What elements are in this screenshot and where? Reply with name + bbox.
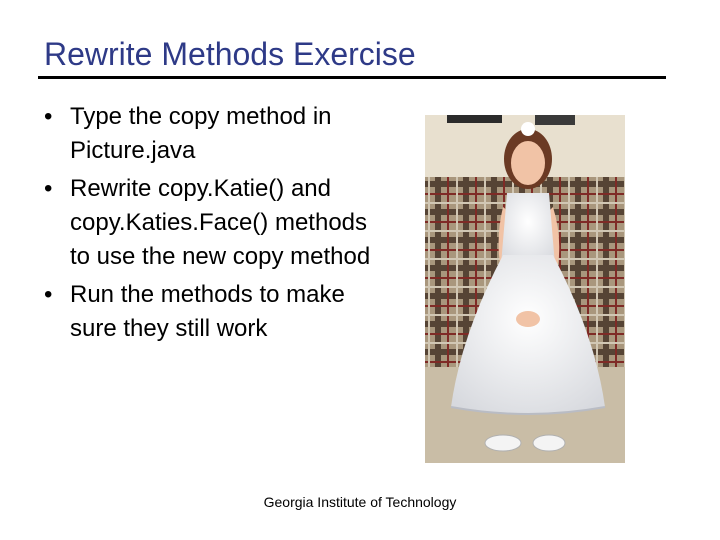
bullet-item: [44, 172, 384, 274]
photo-illustration: [425, 115, 625, 463]
bullet-item: [44, 100, 384, 168]
bullet-marker: •: [44, 281, 53, 308]
bullet-text: Run the methods to make sure they still work: [70, 281, 345, 342]
bullet-marker: •: [44, 175, 53, 202]
footer-text: Georgia Institute of Technology: [263, 494, 457, 510]
photo-girl-in-white-dress: [425, 115, 625, 463]
bullet-text: Type the copy method in Picture.java: [70, 103, 332, 164]
bullet-marker: •: [44, 103, 53, 130]
title-underline: [38, 76, 666, 79]
slide-title: Rewrite Methods Exercise: [44, 36, 416, 72]
bullet-list: [44, 100, 384, 350]
bullet-text: Rewrite copy.Katie() and copy.Katies.Face() methods to use the new copy method: [70, 175, 371, 270]
bullet-item: [44, 278, 384, 346]
